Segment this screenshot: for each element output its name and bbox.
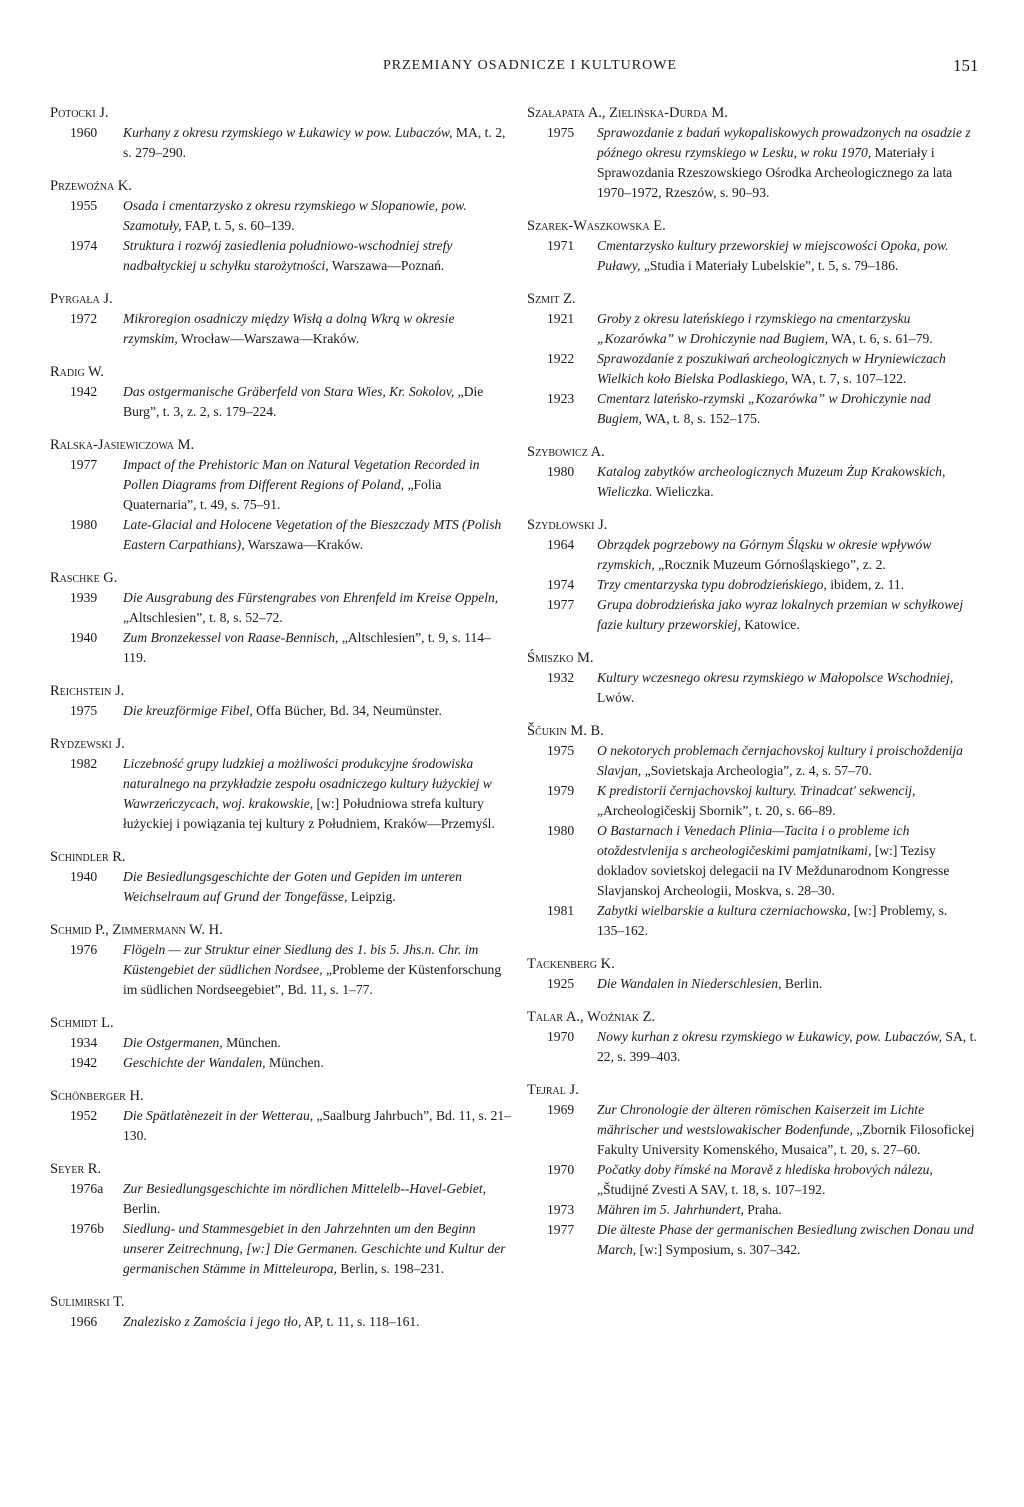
entry-text	[597, 1222, 974, 1257]
author-name: Reichstein J.	[50, 683, 125, 699]
bibliography-entry	[50, 1106, 512, 1146]
bibliography-entry	[527, 974, 977, 994]
entry-year: 1940	[70, 869, 98, 884]
entry-text	[123, 125, 505, 160]
bibliography-entry	[527, 781, 977, 821]
author-name: Szybowicz A.	[527, 444, 605, 460]
entry-text	[597, 464, 945, 499]
bibliography-left-column	[50, 103, 512, 1345]
entry-year: 1960	[70, 125, 98, 140]
publication-details: „Saalburg Jahrbuch”, Bd. 11, s. 21–130.	[123, 1108, 511, 1143]
bibliography-entry	[50, 309, 512, 349]
entry-year: 1970	[547, 1162, 575, 1177]
bibliography-group	[50, 568, 512, 668]
publication-details: „Zbornik Filosofickej Fakulty University Komenského, Musaica”, t. 20, s. 27–60.	[597, 1122, 975, 1157]
work-title: Mähren im 5. Jahrhundert,	[597, 1202, 744, 1217]
publication-details: München.	[222, 1035, 281, 1050]
entry-year: 1975	[70, 703, 98, 718]
publication-details: ibidem, z. 11.	[826, 577, 905, 592]
bibliography-entry	[527, 668, 977, 708]
entry-text	[123, 384, 483, 419]
work-title: Osada i cmentarzysko z okresu rzymskiego w Slopanowie, pow. Szamotuły,	[123, 198, 467, 233]
entry-text	[123, 1221, 506, 1276]
work-title: O nekotorych problemach černjachovskoj kultury i proischoždenija Slavjan,	[597, 743, 963, 778]
work-title: Flögeln — zur Struktur einer Siedlung des 1. bis 5. Jhs.n. Chr. im Küstengebiet der südlichen Nordsee,	[123, 942, 479, 977]
author-name: Przewoźna K.	[50, 178, 132, 194]
work-title: Struktura i rozwój zasiedlenia południowo-wschodniej strefy nadbałtyckiej u schyłku starożytności,	[123, 238, 453, 273]
author-name: Schmidt L.	[50, 1015, 114, 1031]
work-title: Nowy kurhan z okresu rzymskiego w Łukawicy, pow. Lubaczów,	[597, 1029, 942, 1044]
work-title: Late-Glacial and Holocene Vegetation of the Bieszczady MTS (Polish Eastern Carpathians),	[123, 517, 502, 552]
bibliography-entry	[50, 1179, 512, 1219]
entry-year: 1925	[547, 976, 575, 991]
bibliography-group	[527, 289, 977, 429]
publication-details: „Altschlesien”, t. 8, s. 52–72.	[123, 610, 283, 625]
bibliography-entry	[50, 754, 512, 834]
entry-year: 1939	[70, 590, 98, 605]
entry-year: 1980	[547, 823, 575, 838]
entry-text	[123, 198, 467, 233]
work-title: Die Wandalen in Niederschlesien,	[597, 976, 782, 991]
entry-year: 1977	[70, 457, 98, 472]
bibliography-entry	[527, 901, 977, 941]
entry-year: 1940	[70, 630, 98, 645]
bibliography-group	[527, 1007, 977, 1067]
publication-details: WA, t. 8, s. 152–175.	[641, 411, 761, 426]
entry-text	[597, 238, 949, 273]
work-title: Katalog zabytków archeologicznych Muzeum Żup Krakowskich, Wieliczka.	[597, 464, 946, 499]
publication-details: AP, t. 11, s. 118–161.	[301, 1314, 420, 1329]
work-title: Die Ostgermanen,	[123, 1035, 223, 1050]
bibliography-group	[50, 289, 512, 349]
bibliography-right-column	[527, 103, 977, 1273]
bibliography-entry	[50, 455, 512, 515]
bibliography-entry	[50, 588, 512, 628]
author-name: Szmit Z.	[527, 291, 576, 307]
work-title: Sprawozdanie z poszukiwań archeologicznych w Hryniewiczach Wielkich koło Bielska Podlaskiego,	[597, 351, 946, 386]
bibliography-entry	[527, 309, 977, 349]
work-title: Siedlung- und Stammesgebiet in den Jahrzehnten um den Beginn unserer Zeitrechnung, [w:] Die Germanen. Geschichte und Kultur der germanischen Stämme in Mitteleuropa,	[123, 1221, 506, 1276]
entry-year: 1981	[547, 903, 575, 918]
publication-details: [w:] Symposium, s. 307–342.	[636, 1242, 801, 1257]
entry-text	[123, 311, 455, 346]
bibliography-group	[527, 954, 977, 994]
publication-details: „Archeologičeskij Sbornik”, t. 20, s. 66–89.	[597, 803, 836, 818]
bibliography-group	[50, 435, 512, 555]
bibliography-group	[50, 734, 512, 834]
work-title: Die kreuzförmige Fibel,	[123, 703, 253, 718]
work-title: Groby z okresu lateńskiego i rzymskiego na cmentarzysku „Kozarówka” w Drohiczynie nad Bugiem,	[597, 311, 911, 346]
bibliography-group	[50, 1013, 512, 1073]
publication-details: Offa Bücher, Bd. 34, Neumünster.	[252, 703, 442, 718]
publication-details: Wrocław—Warszawa—Kraków.	[177, 331, 360, 346]
work-title: Trzy cmentarzyska typu dobrodzieńskiego,	[597, 577, 827, 592]
author-name: Raschke G.	[50, 570, 118, 586]
entry-text	[123, 1055, 324, 1070]
work-title: Zabytki wielbarskie a kultura czerniachowska,	[597, 903, 851, 918]
publication-details: [w:] Problemy, s. 135–162.	[597, 903, 948, 938]
bibliography-entry	[527, 741, 977, 781]
bibliography-group	[527, 442, 977, 502]
entry-text	[597, 311, 933, 346]
entry-text	[123, 942, 501, 997]
entry-year: 1974	[547, 577, 575, 592]
entry-text	[597, 823, 949, 898]
publication-details: Leipzig.	[347, 889, 396, 904]
bibliography-entry	[527, 1160, 977, 1200]
author-name: Pyrgała J.	[50, 291, 113, 307]
entry-text	[123, 1181, 486, 1216]
bibliography-entry	[50, 701, 512, 721]
publication-details: Praha.	[743, 1202, 782, 1217]
entry-text	[597, 1029, 977, 1064]
bibliography-group	[527, 1080, 977, 1260]
publication-details: „Rocznik Muzeum Górnośląskiego”, z. 2.	[654, 557, 886, 572]
entry-year: 1972	[70, 311, 98, 326]
entry-text	[597, 783, 915, 818]
publication-details: „Folia Quaternaria”, t. 49, s. 75–91.	[123, 477, 442, 512]
bibliography-entry	[527, 123, 977, 203]
entry-year: 1932	[547, 670, 575, 685]
entry-year: 1955	[70, 198, 98, 213]
publication-details: Berlin, s. 198–231.	[336, 1261, 445, 1276]
bibliography-entry	[50, 236, 512, 276]
publication-details: Wieliczka.	[652, 484, 714, 499]
work-title: Die Spätlatènezeit in der Wetterau,	[123, 1108, 314, 1123]
work-title: Počatky doby římské na Moravě z hlediska hrobových nálezu,	[597, 1162, 933, 1177]
bibliography-entry	[50, 628, 512, 668]
work-title: Das ostgermanische Gräberfeld von Stara Wies, Kr. Sokolov,	[123, 384, 455, 399]
work-title: Liczebność grupy ludzkiej a możliwości produkcyjne środowiska naturalnego na przykładzie zespołu osadniczego kultury łużyckiej w Wawrzeńczycach, woj. krakowskie,	[123, 756, 492, 811]
bibliography-group	[50, 1292, 512, 1332]
publication-details: SA, t. 22, s. 399–403.	[597, 1029, 977, 1064]
entry-year: 1942	[70, 1055, 98, 1070]
entry-year: 1964	[547, 537, 575, 552]
publication-details: Katowice.	[740, 617, 800, 632]
bibliography-group	[50, 1086, 512, 1146]
bibliography-group	[50, 362, 512, 422]
entry-year: 1977	[547, 597, 575, 612]
bibliography-group	[50, 176, 512, 276]
publication-details: Berlin.	[781, 976, 823, 991]
page-number: 151	[953, 56, 979, 75]
entry-text	[597, 1202, 782, 1217]
work-title: Kurhany z okresu rzymskiego w Łukawicy w pow. Lubaczów,	[123, 125, 453, 140]
bibliography-entry	[50, 1033, 512, 1053]
work-title: Zur Besiedlungsgeschichte im nördlichen Mittelelb--Havel-Gebiet,	[123, 1181, 487, 1196]
bibliography-entry	[527, 1100, 977, 1160]
work-title: Znalezisko z Zamościa i jego tło,	[123, 1314, 302, 1329]
entry-text	[597, 125, 971, 200]
entry-text	[597, 976, 822, 991]
author-name: Ralska-Jasiewiczowa M.	[50, 437, 195, 453]
author-name: Tackenberg K.	[527, 956, 615, 972]
bibliography-entry	[527, 389, 977, 429]
publication-details: „Probleme der Küstenforschung im südlichen Nordseegebiet”, Bd. 11, s. 1–77.	[123, 962, 502, 997]
entry-text	[123, 238, 452, 273]
entry-text	[597, 1102, 975, 1157]
author-name: Schmid P., Zimmermann W. H.	[50, 922, 223, 938]
page-header	[0, 56, 1024, 80]
author-name: Schönberger H.	[50, 1088, 144, 1104]
bibliography-group	[50, 920, 512, 1000]
author-name: Schindler R.	[50, 849, 126, 865]
entry-year: 1970	[547, 1029, 575, 1044]
entry-year: 1973	[547, 1202, 575, 1217]
publication-details: Berlin.	[123, 1201, 161, 1216]
work-title: Grupa dobrodzieńska jako wyraz lokalnych przemian w schyłkowej fazie kultury przeworskiej,	[597, 597, 964, 632]
bibliography-entry	[50, 1312, 512, 1332]
work-title: K predistorii černjachovskoj kultury. Trinadcat' sekwencij,	[597, 783, 916, 798]
publication-details: „Sovietskaja Archeologia”, z. 4, s. 57–70.	[641, 763, 872, 778]
bibliography-entry	[527, 349, 977, 389]
bibliography-group	[50, 1159, 512, 1279]
bibliography-entry	[527, 236, 977, 276]
bibliography-entry	[50, 123, 512, 163]
publication-details: WA, t. 7, s. 107–122.	[788, 371, 907, 386]
bibliography-entry	[527, 821, 977, 901]
entry-year: 1979	[547, 783, 575, 798]
entry-text	[123, 703, 442, 718]
work-title: Die Besiedlungsgeschichte der Goten und Gepiden im unteren Weichselraum auf Grund der Tongefässe,	[123, 869, 462, 904]
bibliography-entry	[50, 196, 512, 236]
author-name: Szarek-Waszkowska E.	[527, 218, 666, 234]
publication-details: Warszawa—Kraków.	[244, 537, 364, 552]
publication-details: [w:] Tezisy dokladov sovietskoj delegacii na IV Meždunarodnom Kongresse Slavjanskoj Archeologii, Moskva, s. 28–30.	[597, 843, 950, 898]
publication-details: Warszawa—Poznań.	[328, 258, 445, 273]
entry-year: 1921	[547, 311, 575, 326]
entry-year: 1923	[547, 391, 575, 406]
entry-text	[123, 1108, 511, 1143]
publication-details: Lwów.	[597, 690, 635, 705]
entry-year: 1934	[70, 1035, 98, 1050]
author-name: Śmiszko M.	[527, 650, 594, 666]
publication-details: MA, t. 2, s. 279–290.	[123, 125, 506, 160]
bibliography-group	[50, 681, 512, 721]
work-title: Obrządek pogrzebowy na Górnym Śląsku w okresie wpływów rzymskich,	[597, 537, 932, 572]
entry-year: 1922	[547, 351, 575, 366]
entry-year: 1976	[70, 942, 98, 957]
bibliography-entry	[527, 535, 977, 575]
bibliography-entry	[527, 1200, 977, 1220]
work-title: Impact of the Prehistoric Man on Natural Vegetation Recorded in Pollen Diagrams from Different Regions of Poland,	[123, 457, 480, 492]
publication-details: [w:] Południowa strefa kultury łużyckiej i powiązania tej kultury z Południem, Kraków—Przemyśl.	[123, 796, 495, 831]
bibliography-entry	[527, 575, 977, 595]
author-name: Sulimirski T.	[50, 1294, 125, 1310]
work-title: Sprawozdanie z badań wykopaliskowych prowadzonych na osadzie z późnego okresu rzymskiego w Lesku, w roku 1970,	[597, 125, 971, 160]
author-name: Szydłowski J.	[527, 517, 608, 533]
bibliography-group	[527, 515, 977, 635]
bibliography-group	[527, 648, 977, 708]
author-name: Szałapata A., Zielińska-Durda M.	[527, 105, 728, 121]
bibliography-group	[527, 721, 977, 941]
entry-text	[597, 537, 931, 572]
entry-year: 1975	[547, 125, 575, 140]
entry-text	[597, 1162, 933, 1197]
publication-details: „Študijné Zvesti A SAV, t. 18, s. 107–192.	[597, 1182, 826, 1197]
author-name: Potocki J.	[50, 105, 109, 121]
running-title: PRZEMIANY OSADNICZE I KULTUROWE	[383, 58, 678, 73]
entry-text	[597, 577, 904, 592]
work-title: Cmentarz lateńsko-rzymski „Kozarówka” w Drohiczynie nad Bugiem,	[597, 391, 931, 426]
entry-text	[123, 630, 491, 665]
publication-details: WA, t. 6, s. 61–79.	[827, 331, 933, 346]
entry-year: 1952	[70, 1108, 98, 1123]
work-title: O Bastarnach i Venedach Plinia—Tacita i o probleme ich otoždestvlenija s archeologičeskimi pamjatnikami,	[597, 823, 910, 858]
entry-year: 1976b	[70, 1221, 104, 1236]
work-title: Zur Chronologie der älteren römischen Kaiserzeit im Lichte mährischer und westslowakischer Bodenfunde,	[597, 1102, 925, 1137]
entry-text	[123, 1314, 420, 1329]
work-title: Cmentarzysko kultury przeworskiej w miejscowości Opoka, pow. Puławy,	[597, 238, 949, 273]
bibliography-group	[50, 847, 512, 907]
bibliography-entry	[50, 515, 512, 555]
work-title: Mikroregion osadniczy między Wisłą a dolną Wkrą w okresie rzymskim,	[123, 311, 455, 346]
entry-text	[123, 1035, 281, 1050]
publication-details: Materiały i Sprawozdania Rzeszowskiego Ośrodka Archeologicznego za lata 1970–1972, Rzeszów, s. 90–93.	[597, 145, 953, 200]
bibliography-group	[50, 103, 512, 163]
bibliography-group	[527, 216, 977, 276]
entry-year: 1971	[547, 238, 575, 253]
entry-text	[597, 743, 963, 778]
entry-text	[123, 517, 501, 552]
bibliography-entry	[527, 595, 977, 635]
author-name: Rydzewski J.	[50, 736, 125, 752]
author-name: Radig W.	[50, 364, 105, 380]
bibliography-entry	[50, 1219, 512, 1279]
work-title: Zum Bronzekessel von Raase-Bennisch,	[123, 630, 339, 645]
publication-details: „Altschlesien”, t. 9, s. 114–119.	[123, 630, 491, 665]
author-name: Ščukin M. B.	[527, 723, 604, 739]
entry-year: 1966	[70, 1314, 98, 1329]
entry-text	[123, 590, 498, 625]
bibliography-entry	[50, 382, 512, 422]
author-name: Talar A., Woźniak Z.	[527, 1009, 656, 1025]
entry-text	[597, 351, 946, 386]
work-title: Die Ausgrabung des Fürstengrabes von Ehrenfeld im Kreise Oppeln,	[123, 590, 499, 605]
author-name: Seyer R.	[50, 1161, 102, 1177]
bibliography-entry	[50, 867, 512, 907]
entry-text	[123, 457, 480, 512]
publication-details: München.	[265, 1055, 324, 1070]
publication-details: „Die Burg”, t. 3, z. 2, s. 179–224.	[123, 384, 484, 419]
entry-year: 1975	[547, 743, 575, 758]
entry-text	[597, 597, 963, 632]
work-title: Die älteste Phase der germanischen Besiedlung zwischen Donau und March,	[597, 1222, 974, 1257]
entry-text	[597, 670, 953, 705]
work-title: Kultury wczesnego okresu rzymskiego w Małopolsce Wschodniej,	[597, 670, 954, 685]
entry-year: 1974	[70, 238, 98, 253]
entry-year: 1976a	[70, 1181, 104, 1196]
bibliography-group	[527, 103, 977, 203]
entry-year: 1977	[547, 1222, 575, 1237]
entry-text	[123, 756, 495, 831]
bibliography-entry	[50, 940, 512, 1000]
entry-text	[597, 903, 947, 938]
bibliography-entry	[527, 462, 977, 502]
entry-year: 1982	[70, 756, 98, 771]
entry-year: 1980	[70, 517, 98, 532]
entry-text	[597, 391, 931, 426]
publication-details: „Studia i Materiały Lubelskie”, t. 5, s. 79–186.	[640, 258, 899, 273]
entry-year: 1969	[547, 1102, 575, 1117]
entry-text	[123, 869, 462, 904]
publication-details: FAP, t. 5, s. 60–139.	[181, 218, 295, 233]
entry-year: 1980	[547, 464, 575, 479]
bibliography-entry	[527, 1027, 977, 1067]
author-name: Tejral J.	[527, 1082, 579, 1098]
entry-year: 1942	[70, 384, 98, 399]
bibliography-entry	[50, 1053, 512, 1073]
work-title: Geschichte der Wandalen,	[123, 1055, 266, 1070]
bibliography-entry	[527, 1220, 977, 1260]
